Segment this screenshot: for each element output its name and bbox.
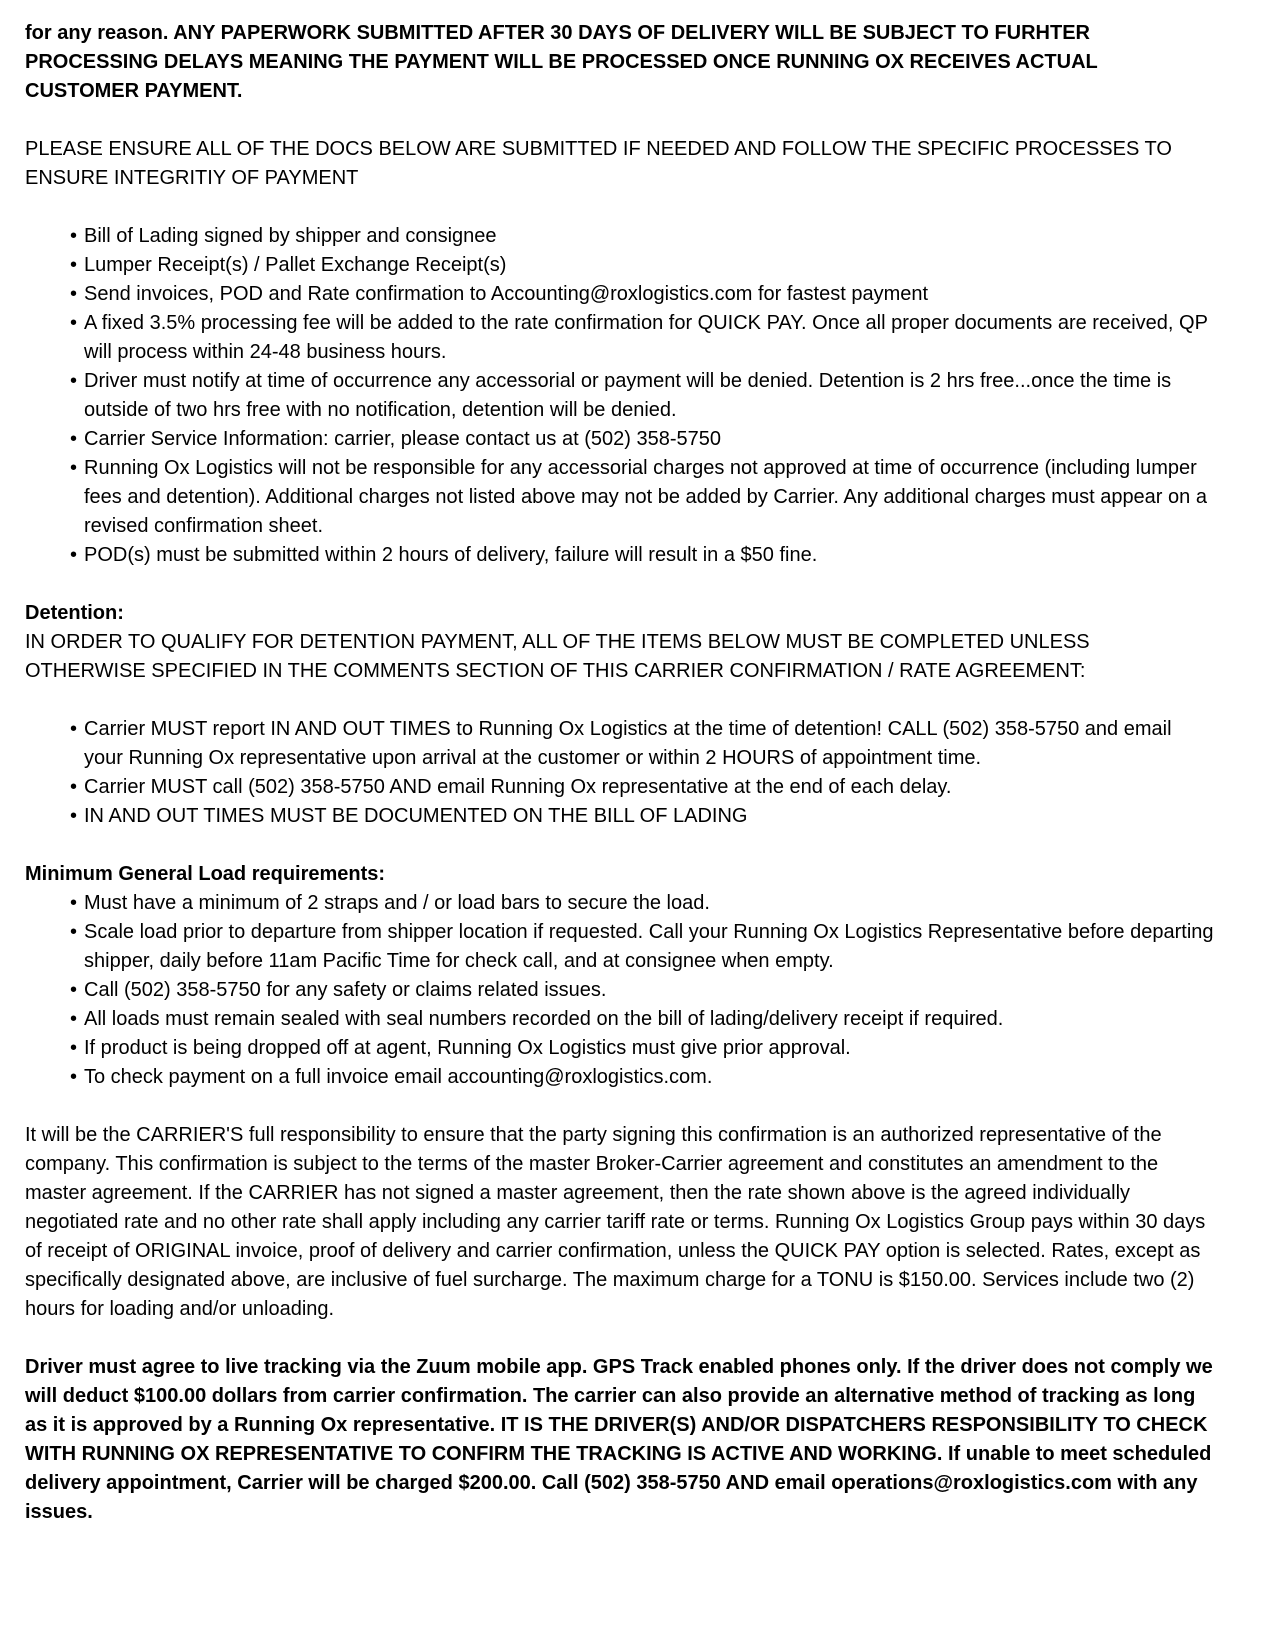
tracking-requirements-paragraph: Driver must agree to live tracking via the Zuum mobile app. GPS Track enabled phones only. If the driver does not comply we will deduct $100.00 dollars from carrier confirmation. The carrier can also provide an alternative method of tracking as long as it is approved by a Running Ox representative. IT IS THE DRIVER(S) AND/OR DISPATCHERS RESPONSIBILITY TO CHECK WITH RUNNING OX REPRESENTATIVE TO CONFIRM THE TRACKING IS ACTIVE AND WORKING. If unable to meet scheduled delivery appointment, Carrier will be charged $200.00. Call (502) 358-5750 AND email operations@roxlogistics.com with any issues. <box>25 1356 1213 1523</box>
detention-notice: IN ORDER TO QUALIFY FOR DETENTION PAYMENT, ALL OF THE ITEMS BELOW MUST BE COMPLETED UNLESS OTHERWISE SPECIFIED IN THE COMMENTS SECTION OF THIS CARRIER CONFIRMATION / RATE AGREEMENT: <box>25 631 1090 682</box>
list-item: • All loads must remain sealed with seal numbers recorded on the bill of lading/delivery receipt if required. <box>70 1005 1215 1034</box>
list-item: • Send invoices, POD and Rate confirmation to Accounting@roxlogistics.com for fastest payment <box>70 280 1215 309</box>
required-docs-list <box>25 222 1215 570</box>
list-item: • If product is being dropped off at agent, Running Ox Logistics must give prior approval. <box>70 1034 1215 1063</box>
detention-heading: Detention: <box>25 602 124 624</box>
list-item: • IN AND OUT TIMES MUST BE DOCUMENTED ON THE BILL OF LADING <box>70 802 1215 831</box>
intro-continuation: for any reason. <box>25 22 169 44</box>
list-item: • Carrier Service Information: carrier, please contact us at (502) 358-5750 <box>70 425 1215 454</box>
docs-notice: PLEASE ENSURE ALL OF THE DOCS BELOW ARE SUBMITTED IF NEEDED AND FOLLOW THE SPECIFIC PROCESSES TO ENSURE INTEGRITIY OF PAYMENT <box>25 138 1172 189</box>
list-item: • Call (502) 358-5750 for any safety or claims related issues. <box>70 976 1215 1005</box>
paperwork-deadline-notice <box>25 19 1215 106</box>
list-item: • Must have a minimum of 2 straps and / or load bars to secure the load. <box>70 889 1215 918</box>
list-item: • To check payment on a full invoice email accounting@roxlogistics.com. <box>70 1063 1215 1092</box>
list-item: • Bill of Lading signed by shipper and consignee <box>70 222 1215 251</box>
list-item: • Lumper Receipt(s) / Pallet Exchange Receipt(s) <box>70 251 1215 280</box>
list-item: • POD(s) must be submitted within 2 hours of delivery, failure will result in a $50 fine. <box>70 541 1215 570</box>
carrier-responsibility-paragraph: It will be the CARRIER'S full responsibility to ensure that the party signing this confirmation is an authorized representative of the company. This confirmation is subject to the terms of the master Broker-Carrier agreement and constitutes an amendment to the master agreement. If the CARRIER has not signed a master agreement, then the rate shown above is the agreed individually negotiated rate and no other rate shall apply including any carrier tariff rate or terms. Running Ox Logistics Group pays within 30 days of receipt of ORIGINAL invoice, proof of delivery and carrier confirmation, unless the QUICK PAY option is selected. Rates, except as specifically designated above, are inclusive of fuel surcharge. The maximum charge for a TONU is $150.00. Services include two (2) hours for loading and/or unloading. <box>25 1124 1206 1320</box>
detention-requirements-list <box>25 715 1215 831</box>
list-item: • Carrier MUST report IN AND OUT TIMES to Running Ox Logistics at the time of detention! CALL (502) 358-5750 and email your Running Ox representative upon arrival at the customer or within 2 HOURS of appointment time. <box>70 715 1215 773</box>
load-requirements-heading: Minimum General Load requirements: <box>25 863 386 885</box>
load-requirements-list <box>25 889 1215 1092</box>
paperwork-delay-warning: ANY PAPERWORK SUBMITTED AFTER 30 DAYS OF DELIVERY WILL BE SUBJECT TO FURHTER PROCESSING DELAYS MEANING THE PAYMENT WILL BE PROCESSED ONCE RUNNING OX RECEIVES ACTUAL CUSTOMER PAYMENT. <box>25 22 1098 102</box>
list-item: • Scale load prior to departure from shipper location if requested. Call your Running Ox Logistics Representative before departing shipper, daily before 11am Pacific Time for check call, and at consignee when empty. <box>70 918 1215 976</box>
list-item: • Carrier MUST call (502) 358-5750 AND email Running Ox representative at the end of each delay. <box>70 773 1215 802</box>
list-item: • A fixed 3.5% processing fee will be added to the rate confirmation for QUICK PAY. Once all proper documents are received, QP will process within 24-48 business hours. <box>70 309 1215 367</box>
list-item: • Running Ox Logistics will not be responsible for any accessorial charges not approved at time of occurrence (including lumper fees and detention). Additional charges not listed above may not be added by Carrier. Any additional charges must appear on a revised confirmation sheet. <box>70 454 1215 541</box>
list-item: • Driver must notify at time of occurrence any accessorial or payment will be denied. Detention is 2 hrs free...once the time is outside of two hrs free with no notification, detention will be denied. <box>70 367 1215 425</box>
